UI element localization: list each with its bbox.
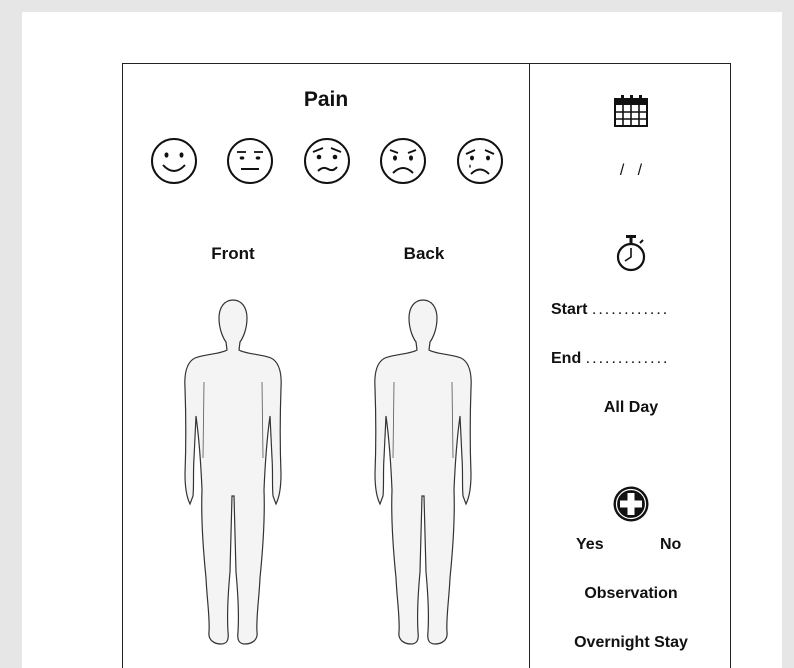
end-label: End [551,350,582,367]
front-body-figure[interactable] [181,298,285,650]
all-day-option[interactable]: All Day [603,399,659,416]
worried-face-icon[interactable] [303,137,351,185]
document-page [22,12,782,668]
no-option[interactable]: No [660,536,682,553]
observation-option[interactable]: Observation [584,585,678,602]
column-divider [529,64,530,668]
crying-face-icon[interactable] [456,137,504,185]
start-label: Start [551,301,588,318]
medical-cross-icon [612,485,650,523]
start-field[interactable] [551,301,669,319]
neutral-face-icon[interactable] [226,137,274,185]
start-dots: ............ [591,301,670,318]
pain-title: Pain [303,88,349,111]
yes-option[interactable]: Yes [576,536,604,553]
calendar-icon [613,92,649,128]
stopwatch-icon [614,234,648,272]
smiling-face-icon[interactable] [150,137,198,185]
back-label: Back [403,244,445,263]
front-label: Front [211,244,255,263]
date-field[interactable]: / / [619,162,643,179]
overnight-stay-option[interactable]: Overnight Stay [574,634,688,651]
back-body-figure[interactable] [371,298,475,650]
end-dots: ............. [585,350,670,367]
end-field[interactable] [551,350,669,368]
pain-log-table [122,63,731,668]
sad-face-icon[interactable] [379,137,427,185]
